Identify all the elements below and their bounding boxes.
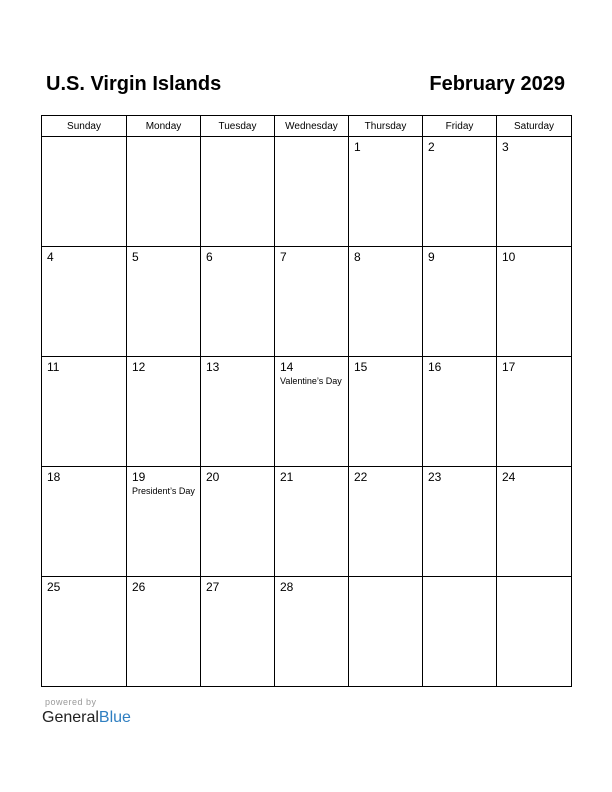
- region-title: U.S. Virgin Islands: [46, 73, 222, 95]
- day-cell: [275, 577, 349, 687]
- day-cell: [423, 247, 497, 357]
- day-cell: [497, 577, 572, 687]
- week-row: [42, 357, 572, 467]
- day-cell: [423, 577, 497, 687]
- day-cell: [201, 357, 275, 467]
- day-cell: [497, 357, 572, 467]
- day-number: 8: [354, 250, 361, 264]
- day-cell: [349, 577, 423, 687]
- generalblue-logo[interactable]: [42, 708, 131, 728]
- weekday-header: Tuesday: [201, 116, 275, 137]
- day-number: 14: [280, 360, 294, 374]
- day-cell: [42, 357, 127, 467]
- weekday-header: Saturday: [497, 116, 572, 137]
- day-number: 19: [132, 470, 146, 484]
- day-cell: [201, 137, 275, 247]
- day-number: 16: [428, 360, 442, 374]
- day-number: 24: [502, 470, 516, 484]
- day-cell: [42, 137, 127, 247]
- day-cell: [127, 577, 201, 687]
- day-cell: [275, 467, 349, 577]
- day-cell: [423, 467, 497, 577]
- day-number: 27: [206, 580, 220, 594]
- day-number: 7: [280, 250, 287, 264]
- day-number: 11: [47, 360, 60, 374]
- day-number: 23: [428, 470, 442, 484]
- day-cell: [497, 137, 572, 247]
- day-cell: [423, 137, 497, 247]
- day-number: 5: [132, 250, 139, 264]
- day-number: 22: [354, 470, 368, 484]
- day-number: 3: [502, 140, 509, 154]
- day-number: 9: [428, 250, 435, 264]
- day-number: 25: [47, 580, 61, 594]
- weekday-header: Monday: [127, 116, 201, 137]
- day-cell: [201, 577, 275, 687]
- day-cell: [127, 357, 201, 467]
- day-number: 17: [502, 360, 516, 374]
- brand-blue-text: Blue: [98, 709, 131, 726]
- day-number: 10: [502, 250, 516, 264]
- week-row: [42, 137, 572, 247]
- day-cell: [275, 357, 349, 467]
- day-cell: [349, 247, 423, 357]
- week-row: [42, 577, 572, 687]
- day-number: 4: [47, 250, 54, 264]
- day-number: 2: [428, 140, 435, 154]
- weekday-header: Wednesday: [275, 116, 349, 137]
- day-number: 20: [206, 470, 220, 484]
- day-cell: [349, 357, 423, 467]
- day-cell: [349, 467, 423, 577]
- powered-by-text: powered by: [45, 697, 97, 707]
- weekday-header: Thursday: [349, 116, 423, 137]
- day-cell: [349, 137, 423, 247]
- day-number: 12: [132, 360, 146, 374]
- weekday-header-row: [42, 116, 572, 137]
- day-cell: [42, 467, 127, 577]
- holiday-label: Valentine’s Day: [280, 376, 342, 386]
- week-row: [42, 247, 572, 357]
- day-number: 15: [354, 360, 368, 374]
- week-row: [42, 467, 572, 577]
- day-cell: [497, 467, 572, 577]
- brand-general-text: General: [42, 709, 99, 726]
- day-number: 18: [47, 470, 61, 484]
- day-number: 21: [280, 470, 294, 484]
- weekday-header: Friday: [423, 116, 497, 137]
- day-cell: [423, 357, 497, 467]
- day-cell: [275, 137, 349, 247]
- day-number: 28: [280, 580, 294, 594]
- day-cell: [275, 247, 349, 357]
- calendar-grid: [41, 115, 572, 687]
- day-cell: [42, 247, 127, 357]
- day-cell: [127, 137, 201, 247]
- day-cell: [42, 577, 127, 687]
- weekday-header: Sunday: [42, 116, 127, 137]
- day-cell: [127, 247, 201, 357]
- day-number: 1: [354, 140, 361, 154]
- month-year-title: February 2029: [429, 73, 565, 95]
- day-number: 13: [206, 360, 220, 374]
- day-number: 6: [206, 250, 213, 264]
- day-cell: [127, 467, 201, 577]
- day-cell: [497, 247, 572, 357]
- day-cell: [201, 467, 275, 577]
- day-number: 26: [132, 580, 146, 594]
- day-cell: [201, 247, 275, 357]
- holiday-label: President’s Day: [132, 486, 195, 496]
